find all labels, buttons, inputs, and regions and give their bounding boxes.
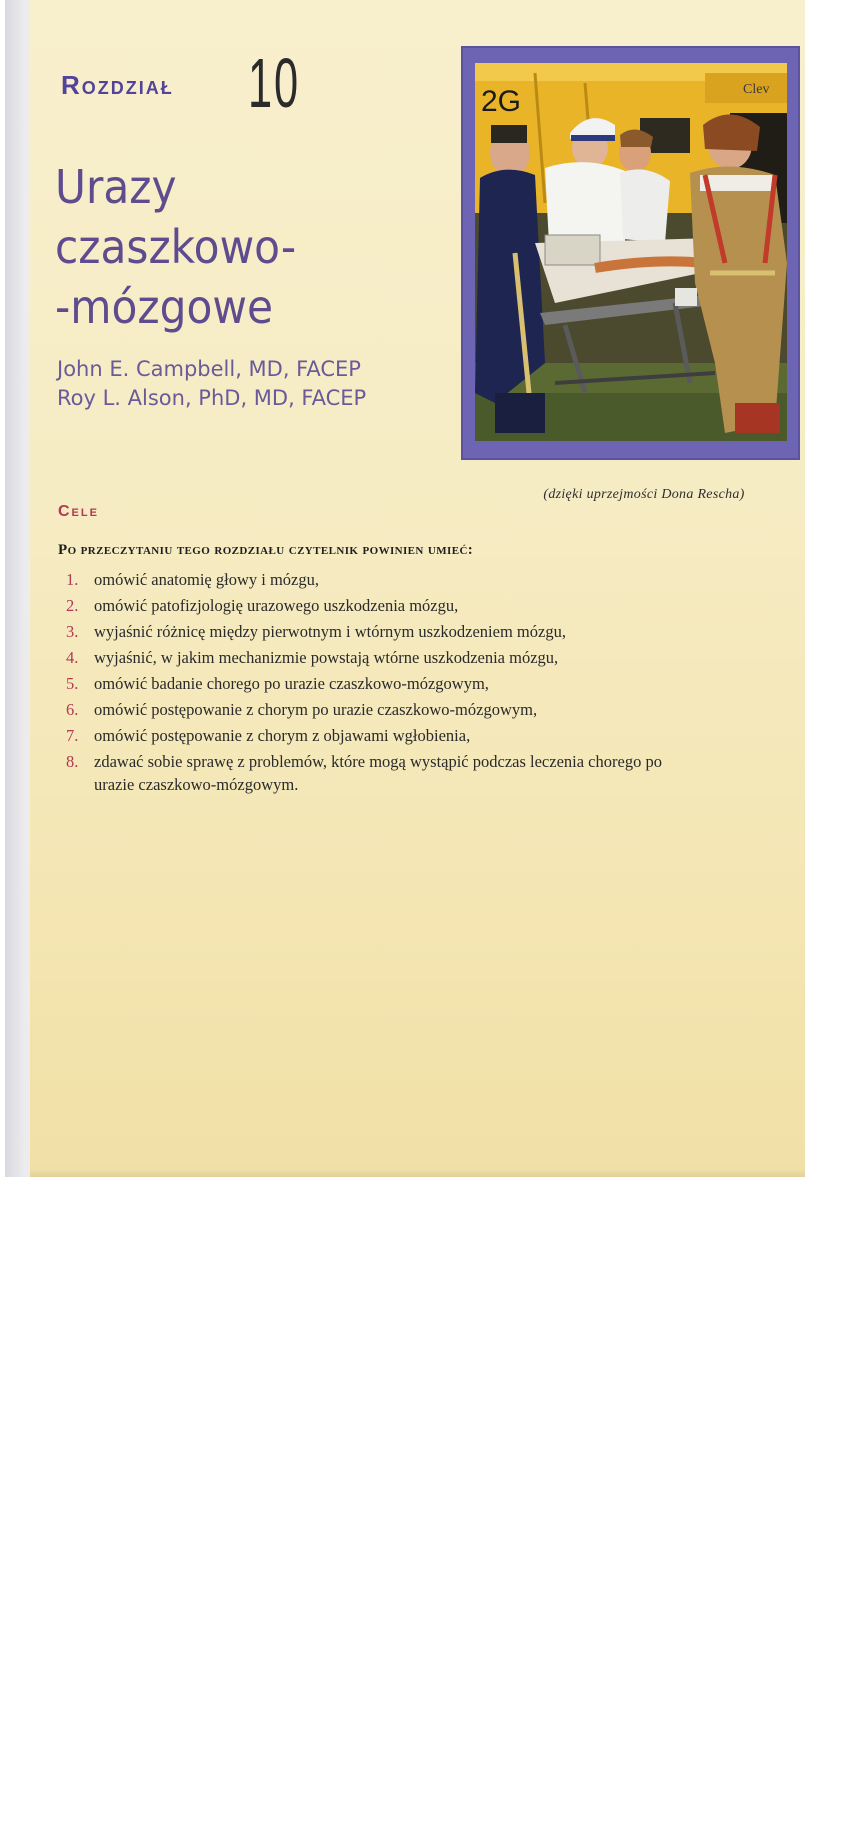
chapter-title-line-1: Urazy <box>55 160 177 214</box>
list-item-number: 8. <box>66 752 79 771</box>
author-1: John E. Campbell, MD, FACEP <box>57 357 361 381</box>
list-item <box>58 698 678 721</box>
list-item <box>58 750 678 796</box>
list-item-number: 5. <box>66 674 79 693</box>
list-item <box>58 594 678 617</box>
list-item <box>58 646 678 669</box>
chapter-label: Rozdział <box>61 70 174 100</box>
author-2: Roy L. Alson, PhD, MD, FACEP <box>57 386 367 410</box>
list-item <box>58 672 678 695</box>
list-item-text: omówić postępowanie z chorym po urazie czaszkowo-mózgowym, <box>94 700 538 719</box>
list-item-number: 7. <box>66 726 79 745</box>
list-item-text: omówić anatomię głowy i mózgu, <box>94 570 319 589</box>
goals-intro: Po przeczytaniu tego rozdziału czytelnik powinien umieć: <box>58 542 474 558</box>
chapter-title-line-2: czaszkowo- <box>55 220 297 274</box>
list-item-number: 6. <box>66 700 79 719</box>
list-item-text: wyjaśnić, w jakim mechanizmie powstają wtórne uszkodzenia mózgu, <box>94 648 559 667</box>
list-item-number: 3. <box>66 622 79 641</box>
list-item-text: omówić patofizjologię urazowego uszkodzenia mózgu, <box>94 596 459 615</box>
goals-list <box>58 568 678 799</box>
list-item <box>58 568 678 591</box>
list-item-number: 4. <box>66 648 79 667</box>
chapter-number: 10 <box>248 44 301 122</box>
list-item-number: 1. <box>66 570 79 589</box>
list-item <box>58 724 678 747</box>
photo-frame <box>461 46 800 460</box>
list-item-text: zdawać sobie sprawę z problemów, które mogą wystąpić podczas leczenia chorego po urazie czaszkowo-mózgowym. <box>94 752 662 794</box>
helicopter-marking-right: Clev <box>743 82 770 97</box>
list-item-text: omówić postępowanie z chorym z objawami wgłobienia, <box>94 726 471 745</box>
photo-caption: (dzięki uprzejmości Dona Rescha) <box>543 487 745 502</box>
goals-heading: Cele <box>58 503 99 520</box>
list-item-number: 2. <box>66 596 79 615</box>
chapter-title-line-3: -mózgowe <box>55 280 274 334</box>
helicopter-marking: 2G <box>481 85 522 118</box>
list-item-text: omówić badanie chorego po urazie czaszkowo-mózgowym, <box>94 674 489 693</box>
list-item-text: wyjaśnić różnicę między pierwotnym i wtórnym uszkodzeniem mózgu, <box>94 622 566 641</box>
list-item <box>58 620 678 643</box>
rescue-scene-photo <box>475 63 787 441</box>
